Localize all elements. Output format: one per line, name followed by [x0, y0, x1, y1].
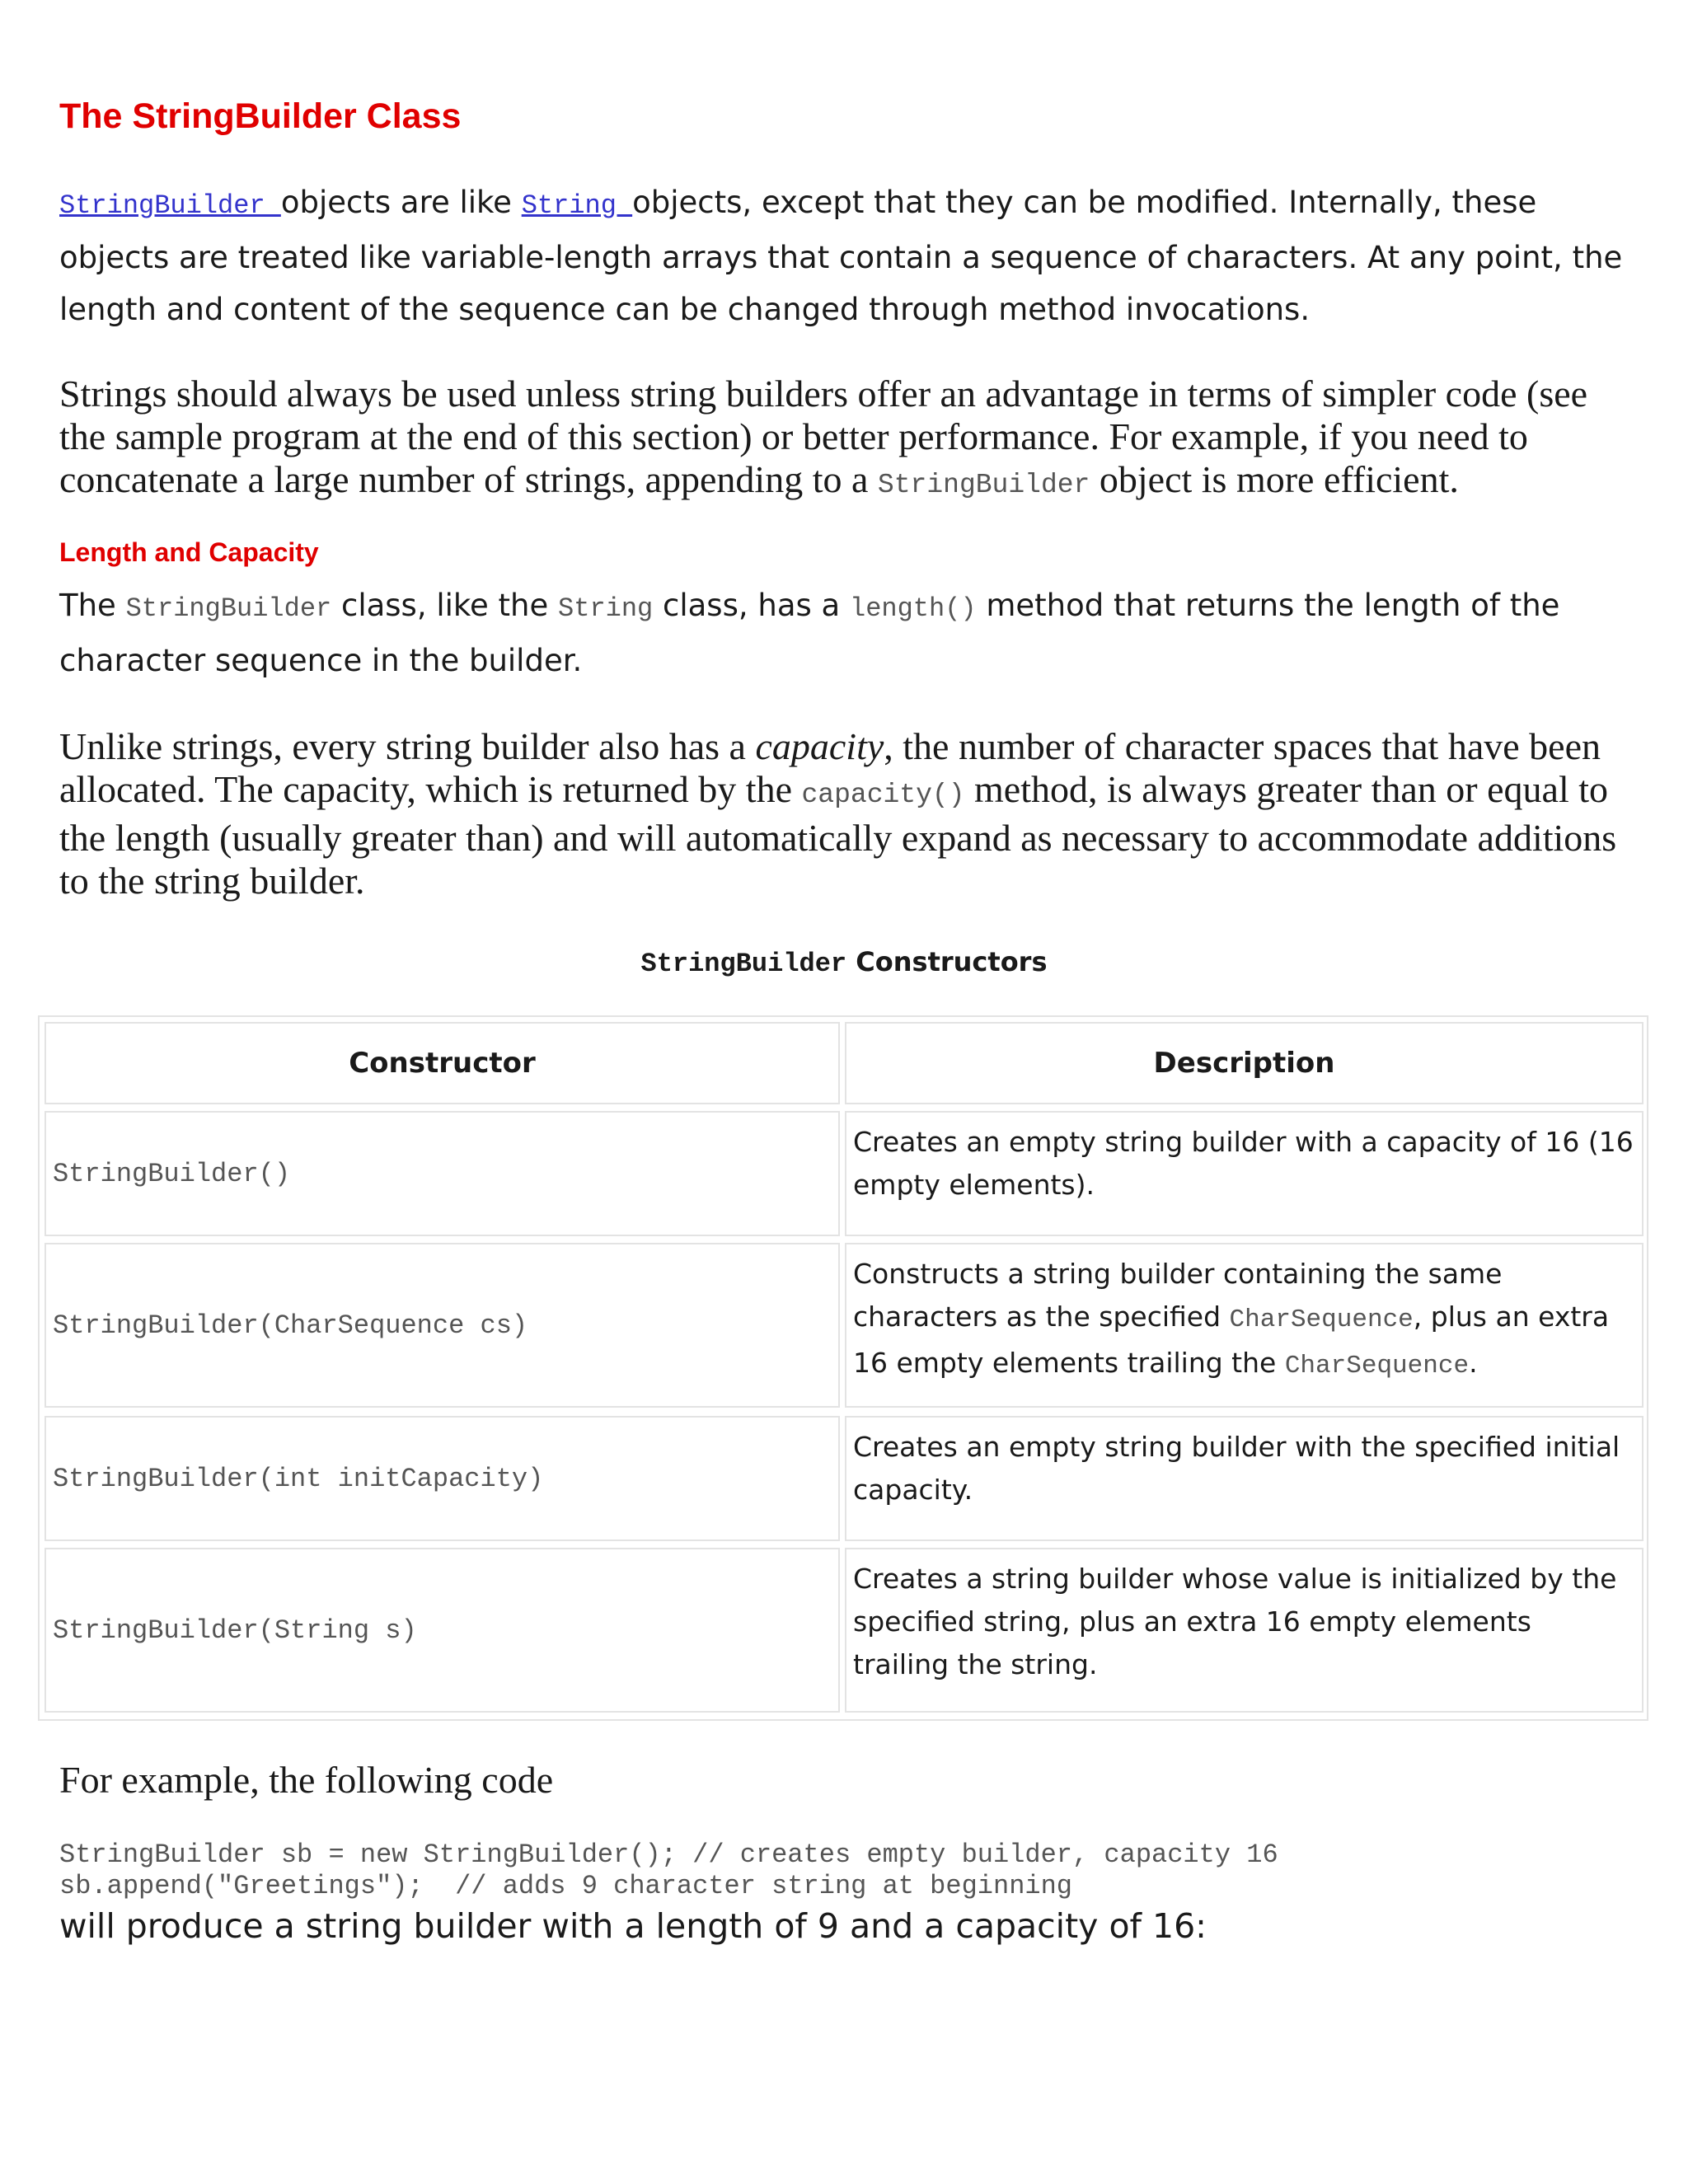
table-row-3-description: [845, 1416, 1643, 1541]
row-2-desc-text-2: , plus an extra 16 empty elements trailing the: [853, 1301, 1610, 1379]
capacity-text-3: method, is always greater than or equal to the length (usually greater than) and will automatically expand as necessary to accommodate additions to the string builder.: [59, 768, 1617, 902]
strings-paragraph: [59, 373, 1642, 507]
length-text-1: The: [59, 588, 126, 623]
capacity-paragraph: [59, 725, 1642, 902]
string-link[interactable]: String: [521, 190, 633, 221]
table-row-2-description: [845, 1243, 1643, 1408]
length-code-1: StringBuilder: [125, 593, 332, 624]
table-header-constructor: Constructor: [45, 1022, 840, 1104]
row-2-desc-code-2: CharSequence: [1284, 1352, 1470, 1380]
length-code-2: String: [558, 593, 654, 624]
stringbuilder-link[interactable]: StringBuilder: [59, 190, 281, 221]
row-1-desc-text: Creates an empty string builder with a capacity of 16 (16 empty elements).: [853, 1126, 1634, 1201]
table-caption: [0, 946, 1688, 979]
length-text-3: class, has a: [653, 588, 850, 623]
table-row-3-constructor: StringBuilder(int initCapacity): [45, 1416, 840, 1541]
example-intro: For example, the following code: [59, 1759, 554, 1801]
intro-text-1: objects are like: [280, 185, 522, 220]
table-row-2-constructor: StringBuilder(CharSequence cs): [45, 1243, 840, 1408]
table-row-4-description: [845, 1548, 1643, 1713]
row-2-desc-text-3: .: [1469, 1347, 1478, 1379]
length-capacity-heading: Length and Capacity: [59, 537, 319, 567]
table-row-4-constructor: StringBuilder(String s): [45, 1548, 840, 1713]
code-line-2: sb.append("Greetings"); // adds 9 character string at beginning: [59, 1871, 1072, 1901]
table-row-1-description: [845, 1111, 1643, 1236]
length-text-2: class, like the: [331, 588, 559, 623]
code-line-1: StringBuilder sb = new StringBuilder(); // creates empty builder, capacity 16: [59, 1840, 1278, 1870]
code-block: [59, 1840, 1278, 1902]
row-2-desc-text-1: Constructs a string builder containing the same characters as the specified: [853, 1258, 1503, 1333]
row-2-desc-code-1: CharSequence: [1229, 1305, 1414, 1334]
intro-paragraph: [59, 176, 1634, 335]
length-text-4: method that returns the length of the character sequence in the builder.: [59, 588, 1560, 678]
table-header-description: Description: [845, 1022, 1643, 1104]
capacity-text-1: Unlike strings, every string builder also has a: [59, 725, 756, 767]
capacity-text-2: , the number of character spaces that have been allocated. The capacity, which is returned by the: [59, 725, 1601, 810]
row-4-desc-text: Creates a string builder whose value is initialized by the specified string, plus an extra 16 empty elements trailing the string.: [853, 1563, 1617, 1680]
result-paragraph: will produce a string builder with a length of 9 and a capacity of 16:: [59, 1906, 1207, 1946]
intro-text-2: objects, except that they can be modified. Internally, these objects are treated like variable-length arrays that contain a sequence of characters. At any point, the length and content of the sequence can be changed through method invocations.: [59, 185, 1623, 327]
page-title: The StringBuilder Class: [59, 96, 462, 136]
strings-text-2: object is more efficient.: [1090, 458, 1459, 500]
length-code-3: length(): [849, 593, 977, 624]
table-caption-code: StringBuilder: [640, 949, 847, 979]
constructors-table: [38, 1015, 1648, 1721]
row-3-desc-text: Creates an empty string builder with the specified initial capacity.: [853, 1431, 1620, 1506]
capacity-emphasis: capacity: [755, 725, 884, 767]
row-2-desc-wrap: [853, 1253, 1635, 1388]
table-caption-text: Constructors: [846, 946, 1048, 977]
capacity-code-1: capacity(): [801, 780, 965, 810]
table-row-1-constructor: StringBuilder(): [45, 1111, 840, 1236]
length-paragraph: [59, 579, 1634, 687]
strings-code-1: StringBuilder: [877, 470, 1090, 500]
strings-text-1: Strings should always be used unless string builders offer an advantage in terms of simpler code (see the sample program at the end of this section) or better performance. For example, if you need to concatenate a large number of strings, appending to a: [59, 373, 1588, 500]
